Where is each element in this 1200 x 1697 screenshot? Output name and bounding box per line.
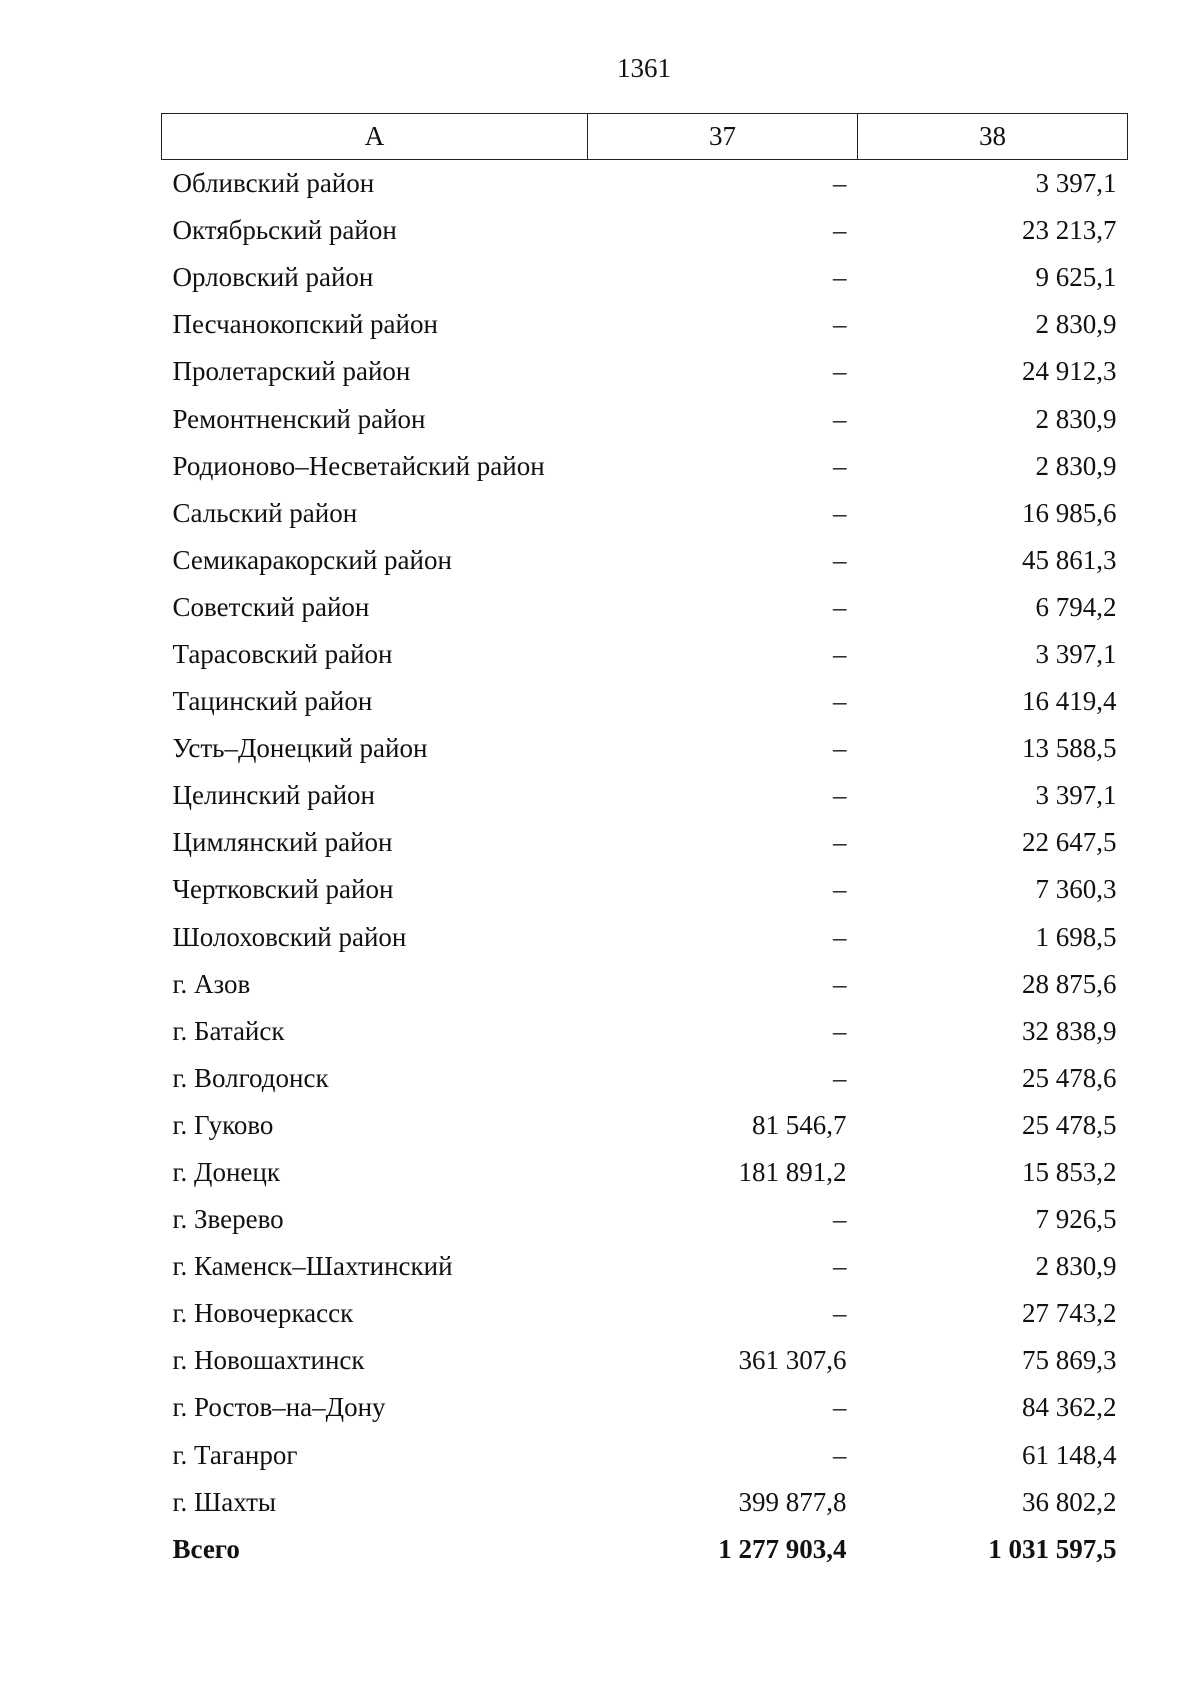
table-row xyxy=(162,1384,1128,1431)
row-value-38-cell: 2 830,9 xyxy=(1035,1251,1117,1282)
row-value-37-cell: – xyxy=(833,686,847,717)
row-value-38-cell: 16 985,6 xyxy=(1022,497,1117,528)
row-value-38-cell: 23 213,7 xyxy=(1022,215,1117,246)
table-row xyxy=(162,914,1128,961)
table-total-row xyxy=(162,1526,1128,1573)
row-value-37-cell: 81 546,7 xyxy=(752,1109,847,1140)
row-name-cell: Тацинский район xyxy=(172,686,373,717)
row-name-cell: г. Азов xyxy=(172,968,251,999)
row-value-37-cell: – xyxy=(833,1251,847,1282)
row-name-cell: г. Зверево xyxy=(172,1204,284,1235)
row-value-37-cell: – xyxy=(833,968,847,999)
column-header-a: А xyxy=(162,114,588,160)
row-name-cell: Ремонтненский район xyxy=(172,403,426,434)
row-name-cell: Обливский район xyxy=(172,168,375,199)
table-row xyxy=(162,725,1128,772)
table-row xyxy=(162,1432,1128,1479)
table-row xyxy=(162,490,1128,537)
table-row xyxy=(162,1290,1128,1337)
row-name-cell: Цимлянский район xyxy=(172,827,393,858)
row-name-cell: Чертковский район xyxy=(172,874,394,905)
row-name-cell: г. Батайск xyxy=(172,1015,285,1046)
row-value-37-cell: – xyxy=(833,921,847,952)
table-row xyxy=(162,254,1128,301)
table-row xyxy=(162,1055,1128,1102)
table-body xyxy=(162,160,1128,1573)
row-name-cell: Шолоховский район xyxy=(172,921,407,952)
table-row xyxy=(162,1243,1128,1290)
column-header-38: 38 xyxy=(858,114,1128,160)
row-value-38-cell: 3 397,1 xyxy=(1035,638,1117,669)
row-value-37-cell: – xyxy=(833,450,847,481)
row-name-cell: Орловский район xyxy=(172,262,374,293)
row-value-37-cell: 1 277 903,4 xyxy=(718,1533,847,1564)
row-value-37-cell: – xyxy=(833,1392,847,1423)
row-value-38-cell: 6 794,2 xyxy=(1035,591,1117,622)
row-value-38-cell: 13 588,5 xyxy=(1022,733,1117,764)
row-value-38-cell: 84 362,2 xyxy=(1022,1392,1117,1423)
table-row xyxy=(162,537,1128,584)
row-value-38-cell: 45 861,3 xyxy=(1022,544,1117,575)
row-name-cell: Родионово–Несветайский район xyxy=(172,450,545,481)
row-value-37-cell: – xyxy=(833,1439,847,1470)
row-name-cell: Советский район xyxy=(172,591,370,622)
data-table xyxy=(161,113,1128,1573)
row-value-37-cell: – xyxy=(833,309,847,340)
table-row xyxy=(162,1102,1128,1149)
row-name-cell: Семикаракорский район xyxy=(172,544,452,575)
row-value-38-cell: 16 419,4 xyxy=(1022,686,1117,717)
row-name-cell: г. Новошахтинск xyxy=(172,1345,365,1376)
table-row xyxy=(162,961,1128,1008)
table-header-row xyxy=(162,114,1128,160)
row-name-cell: г. Таганрог xyxy=(172,1439,298,1470)
table-row xyxy=(162,1149,1128,1196)
row-value-37-cell: – xyxy=(833,827,847,858)
row-value-38-cell: 2 830,9 xyxy=(1035,403,1117,434)
row-value-37-cell: – xyxy=(833,1204,847,1235)
table-row xyxy=(162,1479,1128,1526)
row-value-38-cell: 75 869,3 xyxy=(1022,1345,1117,1376)
row-value-37-cell: – xyxy=(833,356,847,387)
row-value-37-cell: – xyxy=(833,780,847,811)
row-value-38-cell: 2 830,9 xyxy=(1035,450,1117,481)
row-value-38-cell: 3 397,1 xyxy=(1035,780,1117,811)
row-value-37-cell: – xyxy=(833,1015,847,1046)
column-header-37: 37 xyxy=(588,114,858,160)
page-number: 1361 xyxy=(617,53,671,83)
row-value-38-cell: 32 838,9 xyxy=(1022,1015,1117,1046)
row-value-37-cell: – xyxy=(833,1298,847,1329)
row-name-cell: г. Новочеркасск xyxy=(172,1298,354,1329)
row-value-38-cell: 22 647,5 xyxy=(1022,827,1117,858)
row-value-37-cell: 399 877,8 xyxy=(738,1486,847,1517)
row-value-37-cell: – xyxy=(833,874,847,905)
row-name-cell: г. Гуково xyxy=(172,1109,274,1140)
row-name-cell: г. Ростов–на–Дону xyxy=(172,1392,386,1423)
row-name-cell: Пролетарский район xyxy=(172,356,411,387)
row-value-37-cell: – xyxy=(833,733,847,764)
row-name-cell: Усть–Донецкий район xyxy=(172,733,428,764)
row-name-cell: Тарасовский район xyxy=(172,638,393,669)
row-value-38-cell: 28 875,6 xyxy=(1022,968,1117,999)
row-name-cell: Октябрьский район xyxy=(172,215,397,246)
row-value-38-cell: 7 926,5 xyxy=(1035,1204,1117,1235)
row-value-38-cell: 1 698,5 xyxy=(1035,921,1117,952)
table-row xyxy=(162,443,1128,490)
table-row xyxy=(162,631,1128,678)
row-value-38-cell: 15 853,2 xyxy=(1022,1157,1117,1188)
row-name-cell: Сальский район xyxy=(172,497,358,528)
row-value-38-cell: 25 478,5 xyxy=(1022,1109,1117,1140)
row-name-cell: г. Волгодонск xyxy=(172,1062,329,1093)
row-value-37-cell: – xyxy=(833,497,847,528)
row-value-38-cell: 9 625,1 xyxy=(1035,262,1117,293)
table-row xyxy=(162,1196,1128,1243)
row-value-37-cell: – xyxy=(833,638,847,669)
row-value-38-cell: 61 148,4 xyxy=(1022,1439,1117,1470)
row-value-37-cell: – xyxy=(833,544,847,575)
row-value-38-cell: 2 830,9 xyxy=(1035,309,1117,340)
table-row xyxy=(162,819,1128,866)
table-row xyxy=(162,348,1128,395)
table-row xyxy=(162,678,1128,725)
row-value-37-cell: 181 891,2 xyxy=(738,1157,847,1188)
row-value-38-cell: 36 802,2 xyxy=(1022,1486,1117,1517)
table-row xyxy=(162,866,1128,913)
row-name-cell: Целинский район xyxy=(172,780,375,811)
row-value-37-cell: 361 307,6 xyxy=(738,1345,847,1376)
row-value-38-cell: 27 743,2 xyxy=(1022,1298,1117,1329)
row-value-37-cell: – xyxy=(833,591,847,622)
table-row xyxy=(162,584,1128,631)
row-value-38-cell: 24 912,3 xyxy=(1022,356,1117,387)
table-row xyxy=(162,301,1128,348)
row-name-cell: Песчанокопский район xyxy=(172,309,438,340)
row-value-38-cell: 3 397,1 xyxy=(1035,168,1117,199)
table-row xyxy=(162,772,1128,819)
row-name-cell: г. Шахты xyxy=(172,1486,277,1517)
table-row xyxy=(162,1008,1128,1055)
row-value-37-cell: – xyxy=(833,215,847,246)
table-row xyxy=(162,395,1128,442)
row-value-38-cell: 25 478,6 xyxy=(1022,1062,1117,1093)
row-name-cell: Всего xyxy=(172,1533,240,1564)
row-value-37-cell: – xyxy=(833,403,847,434)
row-value-38-cell: 1 031 597,5 xyxy=(988,1533,1117,1564)
table-row xyxy=(162,160,1128,208)
row-name-cell: г. Донецк xyxy=(172,1157,280,1188)
row-value-37-cell: – xyxy=(833,168,847,199)
row-name-cell: г. Каменск–Шахтинский xyxy=(172,1251,453,1282)
table-row xyxy=(162,1337,1128,1384)
row-value-38-cell: 7 360,3 xyxy=(1035,874,1117,905)
data-table-container xyxy=(161,113,1127,1573)
row-value-37-cell: – xyxy=(833,262,847,293)
row-value-37-cell: – xyxy=(833,1062,847,1093)
table-row xyxy=(162,207,1128,254)
